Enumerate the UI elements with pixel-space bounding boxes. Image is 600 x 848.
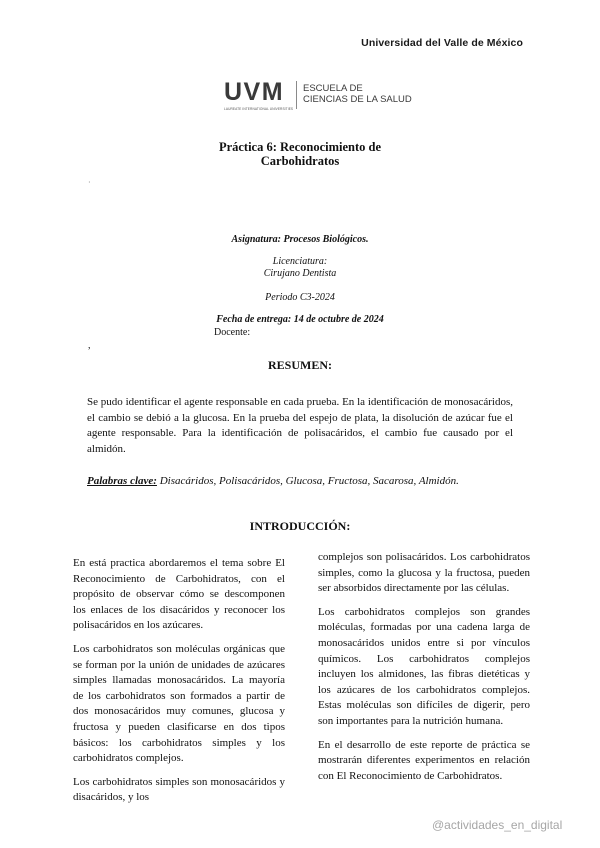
school-name	[303, 80, 412, 105]
period-line: Periodo C3-2024	[265, 292, 335, 303]
intro-paragraph: En está practica abordaremos el tema sobre El Reconocimiento de Carbohidratos, con el propósito de observar cómo se descomponen los enlaces de los disacáridos y reconocer los polisacáridos en los azúcares.	[73, 557, 285, 632]
uvm-logo-mark	[224, 80, 296, 114]
degree-block	[0, 256, 600, 280]
resumen-heading: RESUMEN:	[267, 358, 332, 372]
university-header: Universidad del Valle de México	[361, 37, 523, 49]
degree-value: Cirujano Dentista	[263, 268, 337, 279]
resumen-text: Se pudo identificar el agente responsable en cada prueba. En la identificación de monosacáridos, el cambio se debió a la glucosa. En la prueba del espejo de plata, la disolución de azúcar fue el agente responsable. Para la identificación de polisacáridos, el cambio fue causado por el almidón.	[87, 396, 513, 455]
intro-heading: INTRODUCCIÓN:	[249, 519, 351, 533]
teacher-line: Docente:	[214, 327, 251, 338]
intro-right-column	[318, 550, 530, 792]
intro-paragraph: Los carbohidratos complejos son grandes moléculas, formadas por una cadena larga de monosacáridos unidos entre si por vínculos químicos. Los carbohidratos complejos incluyen los almidones, las fibras dietéticas y los azúcares de los carbohidratos complejos. Estas moléculas son difíciles de digerir, pero son importantes para la nutrición humana.	[318, 605, 530, 727]
watermark: @actividades_en_digital	[432, 818, 563, 832]
school-name-line2: CIENCIAS DE LA SALUD	[303, 94, 412, 105]
title-line2: Carbohidratos	[260, 154, 340, 168]
uvm-logo-tagline: LAUREATE INTERNATIONAL UNIVERSITIES	[224, 107, 294, 111]
due-date-line: Fecha de entrega: 14 de octubre de 2024	[216, 314, 384, 325]
stray-comma: ,	[88, 340, 91, 351]
uvm-logo	[224, 80, 412, 114]
stray-mark: ·	[88, 178, 91, 187]
title-line1: Práctica 6: Reconocimiento de	[218, 140, 382, 154]
intro-left-column	[73, 556, 285, 814]
logo-divider	[296, 81, 297, 109]
keywords-label: Palabras clave:	[87, 475, 157, 487]
degree-label: Licenciatura:	[272, 256, 328, 267]
document-title	[0, 140, 600, 168]
intro-paragraph: complejos son polisacáridos. Los carbohidratos simples, como la glucosa y la fructosa, pueden ser absorbidos directamente por las células.	[318, 551, 530, 595]
keywords-line	[87, 475, 527, 487]
uvm-logo-letters: UVM	[224, 78, 285, 106]
intro-paragraph: Los carbohidratos son moléculas orgánicas que se forman por la unión de unidades de azúcares simples llamadas monosacáridos. La mayoría de los carbohidratos son formados a partir de dos monosacáridos muy comunes, glucosa y fructosa y pueden clasificarse en dos tipos básicos: los carbohidratos simples y los carbohidratos complejos.	[73, 642, 285, 765]
keywords-values: Disacáridos, Polisacáridos, Glucosa, Fructosa, Sacarosa, Almidón.	[159, 475, 459, 487]
school-name-line1: ESCUELA DE	[303, 83, 363, 94]
subject-line: Asignatura: Procesos Biológicos.	[231, 234, 369, 245]
intro-paragraph: Los carbohidratos simples son monosacáridos y disacáridos, y los	[73, 775, 285, 804]
intro-paragraph: En el desarrollo de este reporte de práctica se mostrarán diferentes experimentos en relación con El Reconocimiento de Carbohidratos.	[318, 738, 530, 782]
